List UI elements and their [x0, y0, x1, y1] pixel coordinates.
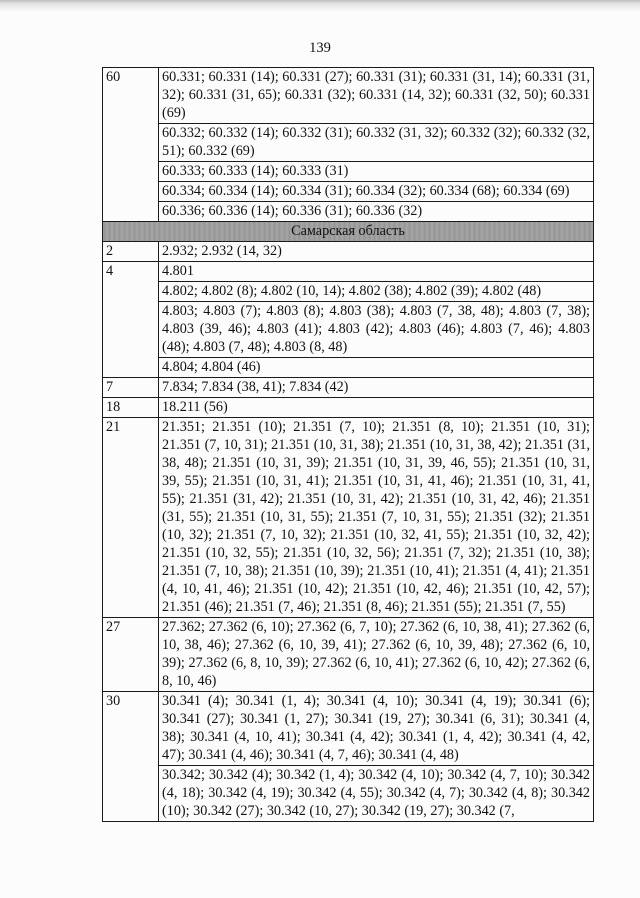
- entry-cell: 60.333; 60.333 (14); 60.333 (31): [159, 162, 594, 182]
- entry-cell: 30.342; 30.342 (4); 30.342 (1, 4); 30.342 (4, 10); 30.342 (4, 7, 10); 30.342 (4, 18); 30.342 (4, 19); 30.342 (4, 55); 30.342 (4, 7); 30.342 (4, 8); 30.342 (10); 30.342 (27); 30.342 (10, 27); 30.342 (19, 27); 30.342 (7,: [159, 766, 594, 822]
- table-row: [103, 378, 594, 398]
- table-row: [103, 282, 594, 302]
- entry-cell: 21.351; 21.351 (10); 21.351 (7, 10); 21.351 (8, 10); 21.351 (10, 31); 21.351 (7, 10, 31); 21.351 (10, 31, 38); 21.351 (10, 31, 38, 42); 21.351 (31, 38, 48); 21.351 (10, 31, 39); 21.351 (10, 31, 39, 46, 55); 21.351 (10, 31, 39, 55); 21.351 (10, 31, 41); 21.351 (10, 31, 41, 46); 21.351 (10, 31, 41, 55); 21.351 (31, 42); 21.351 (10, 31, 42); 21.351 (10, 31, 42, 46); 21.351 (31, 55); 21.351 (10, 31, 55); 21.351 (7, 10, 31, 55); 21.351 (32); 21.351 (10, 32); 21.351 (7, 10, 32); 21.351 (10, 32, 41, 55); 21.351 (10, 32, 42); 21.351 (10, 32, 55); 21.351 (10, 32, 56); 21.351 (7, 32); 21.351 (10, 38); 21.351 (7, 10, 38); 21.351 (10, 39); 21.351 (10, 41); 21.351 (4, 41); 21.351 (4, 10, 41, 46); 21.351 (10, 42); 21.351 (10, 42, 46); 21.351 (10, 42, 57); 21.351 (46); 21.351 (7, 46); 21.351 (8, 46); 21.351 (55); 21.351 (7, 55): [159, 418, 594, 618]
- table-row: [103, 262, 594, 282]
- table-row: [103, 124, 594, 162]
- codes-table: [102, 67, 594, 822]
- entry-cell: 60.331; 60.331 (14); 60.331 (27); 60.331 (31); 60.331 (31, 14); 60.331 (31, 32); 60.331 (31, 65); 60.331 (32); 60.331 (14, 32); 60.331 (32, 50); 60.331 (69): [159, 68, 594, 124]
- entry-cell: 27.362; 27.362 (6, 10); 27.362 (6, 7, 10); 27.362 (6, 10, 38, 41); 27.362 (6, 10, 38, 46); 27.362 (6, 10, 39, 41); 27.362 (6, 10, 39, 48); 27.362 (6, 10, 39); 27.362 (6, 8, 10, 39); 27.362 (6, 10, 41); 27.362 (6, 10, 42); 27.362 (6, 8, 10, 46): [159, 618, 594, 692]
- table-row: [103, 242, 594, 262]
- table-row: [103, 766, 594, 822]
- entry-cell: 60.336; 60.336 (14); 60.336 (31); 60.336 (32): [159, 202, 594, 222]
- table-row: [103, 202, 594, 222]
- table-row: [103, 162, 594, 182]
- entry-cell: 30.341 (4); 30.341 (1, 4); 30.341 (4, 10); 30.341 (4, 19); 30.341 (6); 30.341 (27); 30.341 (1, 27); 30.341 (19, 27); 30.341 (6, 31); 30.341 (4, 38); 30.341 (4, 10, 41); 30.341 (4, 42); 30.341 (1, 4, 42); 30.341 (4, 42, 47); 30.341 (4, 46); 30.341 (4, 7, 46); 30.341 (4, 48): [159, 692, 594, 766]
- region-heading-row: [103, 222, 594, 242]
- entry-cell: 7.834; 7.834 (38, 41); 7.834 (42): [159, 378, 594, 398]
- entry-cell: 60.334; 60.334 (14); 60.334 (31); 60.334 (32); 60.334 (68); 60.334 (69): [159, 182, 594, 202]
- group-code: 18: [103, 398, 159, 418]
- group-code: 27: [103, 618, 159, 692]
- entry-cell: 2.932; 2.932 (14, 32): [159, 242, 594, 262]
- entry-cell: 60.332; 60.332 (14); 60.332 (31); 60.332 (31, 32); 60.332 (32); 60.332 (32, 51); 60.332 (69): [159, 124, 594, 162]
- table-row: [103, 618, 594, 692]
- entry-cell: 4.802; 4.802 (8); 4.802 (10, 14); 4.802 (38); 4.802 (39); 4.802 (48): [159, 282, 594, 302]
- entry-cell: 18.211 (56): [159, 398, 594, 418]
- table-row: [103, 68, 594, 124]
- group-code: 30: [103, 692, 159, 822]
- scan-edge-shadow: [0, 0, 640, 12]
- table-row: [103, 302, 594, 358]
- group-code: 7: [103, 378, 159, 398]
- group-code: 2: [103, 242, 159, 262]
- group-code: 4: [103, 262, 159, 378]
- entry-cell: 4.804; 4.804 (46): [159, 358, 594, 378]
- table-row: [103, 182, 594, 202]
- table-row: [103, 692, 594, 766]
- group-code: 21: [103, 418, 159, 618]
- group-code: 60: [103, 68, 159, 222]
- region-heading: Самарская область: [103, 222, 594, 242]
- page-number: 139: [309, 40, 331, 56]
- table-row: [103, 418, 594, 618]
- table-row: [103, 398, 594, 418]
- table-row: [103, 358, 594, 378]
- entry-cell: 4.801: [159, 262, 594, 282]
- entry-cell: 4.803; 4.803 (7); 4.803 (8); 4.803 (38); 4.803 (7, 38, 48); 4.803 (7, 38); 4.803 (39, 46); 4.803 (41); 4.803 (42); 4.803 (46); 4.803 (7, 46); 4.803 (48); 4.803 (7, 48); 4.803 (8, 48): [159, 302, 594, 358]
